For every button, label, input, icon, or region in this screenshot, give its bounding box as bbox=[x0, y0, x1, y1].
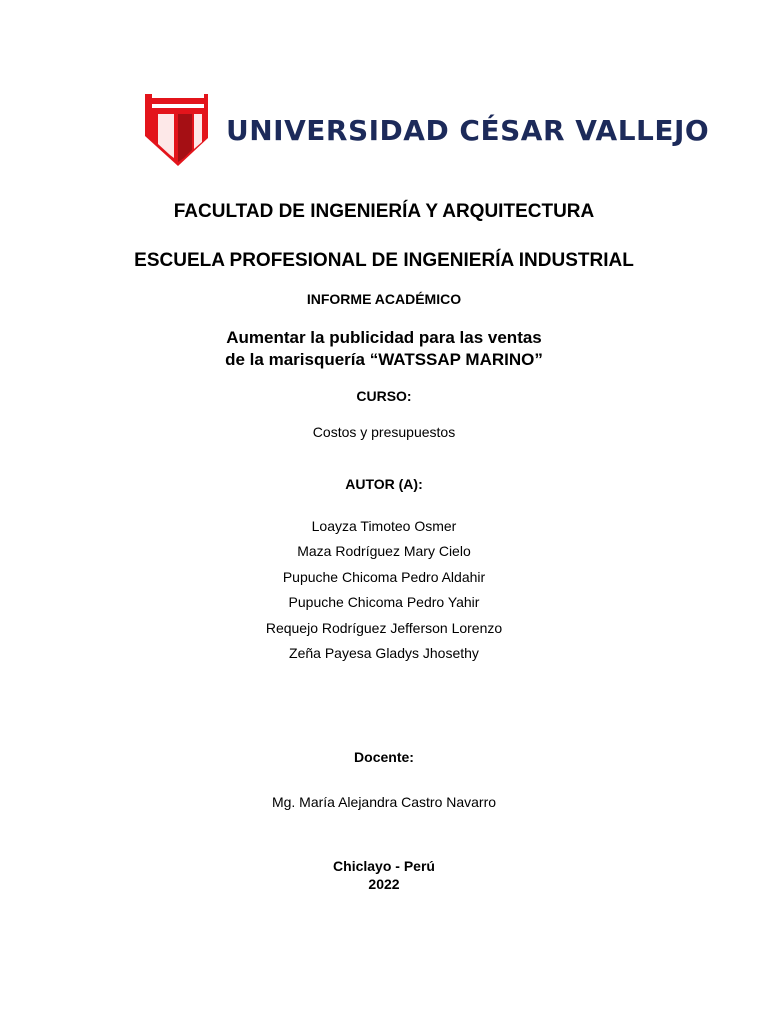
place: Chiclayo - Perú bbox=[333, 858, 435, 874]
course-label: CURSO: bbox=[356, 388, 412, 404]
year: 2022 bbox=[368, 876, 400, 892]
shield-icon bbox=[145, 94, 208, 166]
report-title-line-1: Aumentar la publicidad para las ventas bbox=[226, 328, 542, 347]
author-item: Maza Rodríguez Mary Cielo bbox=[297, 543, 471, 560]
university-name: UNIVERSIDAD CÉSAR VALLEJO bbox=[226, 114, 710, 147]
author-item: Pupuche Chicoma Pedro Yahir bbox=[288, 594, 480, 611]
author-item: Loayza Timoteo Osmer bbox=[311, 518, 457, 534]
author-item: Requejo Rodríguez Jefferson Lorenzo bbox=[265, 619, 503, 636]
school-heading: ESCUELA PROFESIONAL DE INGENIERÍA INDUSTRIAL bbox=[134, 250, 634, 271]
faculty-heading: FACULTAD DE INGENIERÍA Y ARQUITECTURA bbox=[173, 201, 595, 222]
author-label: AUTOR (A): bbox=[345, 476, 423, 492]
author-list bbox=[0, 514, 768, 666]
teacher-value: Mg. María Alejandra Castro Navarro bbox=[271, 794, 497, 810]
author-item: Pupuche Chicoma Pedro Aldahir bbox=[282, 568, 486, 585]
course-value: Costos y presupuestos bbox=[312, 424, 456, 440]
teacher-label: Docente: bbox=[354, 749, 414, 765]
report-type: INFORME ACADÉMICO bbox=[306, 291, 462, 307]
author-item: Zeña Payesa Gladys Jhosethy bbox=[289, 644, 479, 661]
report-title bbox=[0, 327, 768, 371]
report-title-line-2: de la marisquería “WATSSAP MARINO” bbox=[225, 350, 543, 369]
